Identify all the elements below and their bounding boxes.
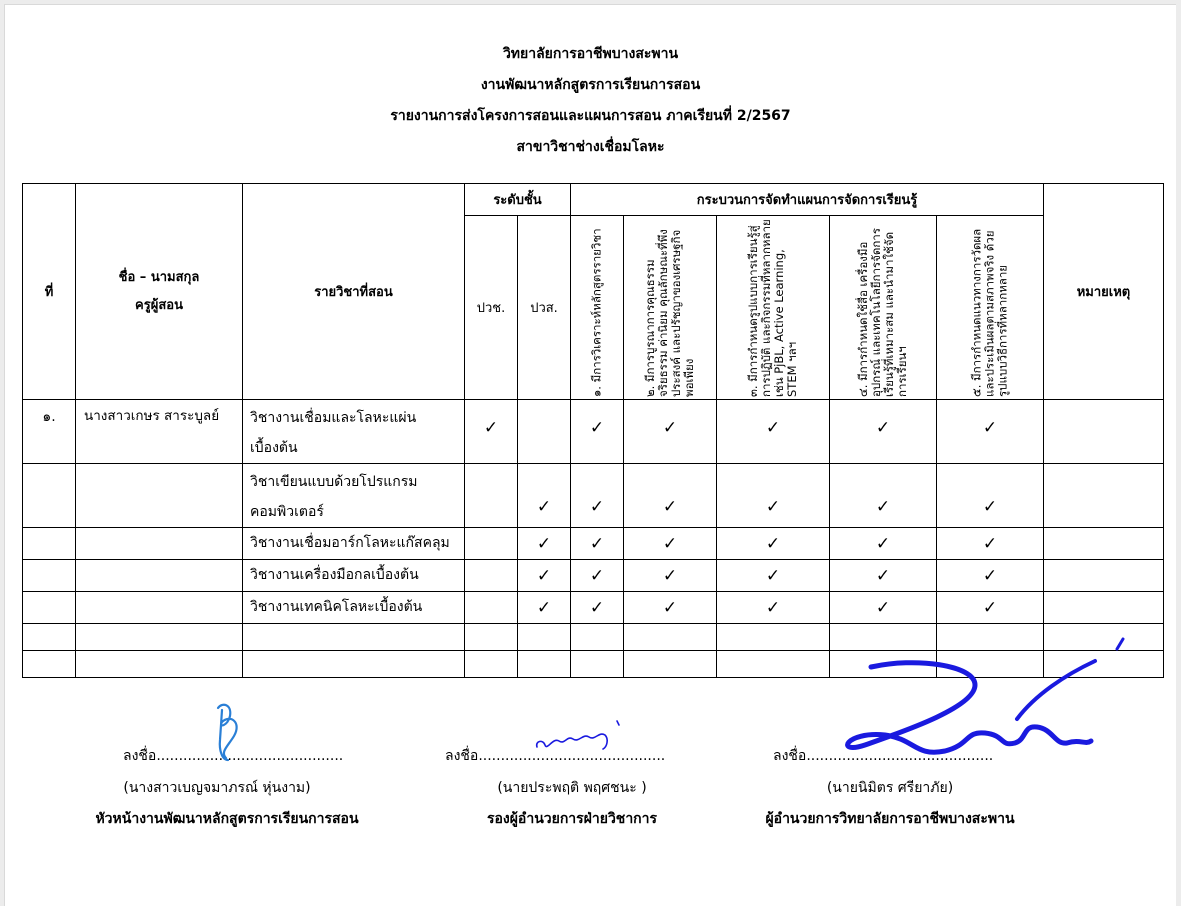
header-level-high-vocational: ปวส. xyxy=(518,216,571,400)
check-mark: ✓ xyxy=(518,560,571,592)
signature-3-image xyxy=(805,635,1135,765)
header-process-2 xyxy=(624,216,717,400)
subject-line1: วิชางานเชื่อมและโลหะแผ่น xyxy=(250,410,417,426)
subject-cell xyxy=(243,528,465,560)
header-name-line2: ครูผู้สอน xyxy=(135,297,183,313)
check-mark: ✓ xyxy=(571,528,624,560)
remark-cell xyxy=(1044,464,1164,528)
subject-line2: เบื้องต้น xyxy=(250,440,298,456)
table-row xyxy=(23,464,1164,528)
report-title: รายงานการส่งโครงการสอนและแผนการสอน ภาคเรียนที่ 2/2567 xyxy=(390,108,791,124)
table-row xyxy=(23,400,1164,464)
teacher-name xyxy=(76,592,243,624)
teacher-name xyxy=(76,560,243,592)
subject-line1: วิชาเขียนแบบด้วยโปรแกรม xyxy=(250,474,418,490)
header-process-4 xyxy=(830,216,937,400)
college-name: วิทยาลัยการอาชีพบางสะพาน xyxy=(502,46,679,62)
row-number xyxy=(23,560,76,592)
check-mark: ✓ xyxy=(830,464,937,528)
header-name-line1: ชื่อ – นามสกุล xyxy=(118,269,200,285)
check-mark: ✓ xyxy=(571,464,624,528)
submission-table xyxy=(22,183,1164,678)
document-page xyxy=(4,4,1176,906)
check-mark: ✓ xyxy=(624,528,717,560)
check-mark: ✓ xyxy=(571,400,624,464)
subject-cell xyxy=(243,560,465,592)
remark-cell xyxy=(1044,592,1164,624)
check-mark: ✓ xyxy=(624,560,717,592)
check-mark: ✓ xyxy=(937,464,1044,528)
signature-line-1: ลงชื่อ.......................................... xyxy=(123,748,344,764)
process-3-text: ๓. มีการกำหนดรูปแบบการเรียนรู้สู่การปฏิบัติ และกิจกรรมที่หลากหลาย เช่น PjBL, Active Learning, STEM ฯลฯ xyxy=(746,218,799,397)
check-mark: ✓ xyxy=(937,592,1044,624)
check-mark: ✓ xyxy=(937,560,1044,592)
subject-cell xyxy=(243,464,465,528)
teacher-name xyxy=(76,528,243,560)
check-mark: ✓ xyxy=(830,528,937,560)
subject-line1: วิชางานเชื่อมอาร์กโลหะแก๊สคลุม xyxy=(250,535,450,551)
signer-3-title: ผู้อำนวยการวิทยาลัยการอาชีพบางสะพาน xyxy=(765,811,1015,827)
process-4-text: ๔. มีการกำหนดใช้สื่อ เครื่องมือ อุปกรณ์ และเทคโนโลยีการจัดการเรียนรู้ที่เหมาะสม และนำมาใช้จัดการเรียนฯ xyxy=(856,227,909,397)
signer-2-title: รองผู้อำนวยการฝ่ายวิชาการ xyxy=(486,811,658,827)
remark-cell xyxy=(1044,560,1164,592)
process-1-text: ๑. มีการวิเคราะห์หลักสูตรรายวิชา xyxy=(589,227,604,397)
teacher-name: นางสาวเกษร สาระบูลย์ xyxy=(76,400,243,464)
check-mark: ✓ xyxy=(518,464,571,528)
check-mark: ✓ xyxy=(717,560,830,592)
check-mark: ✓ xyxy=(717,464,830,528)
empty-cell xyxy=(465,560,518,592)
program-name: สาขาวิชาช่างเชื่อมโลหะ xyxy=(516,139,665,155)
department-name: งานพัฒนาหลักสูตรการเรียนการสอน xyxy=(480,77,701,93)
check-mark: ✓ xyxy=(465,400,518,464)
check-mark: ✓ xyxy=(717,592,830,624)
header-process-1 xyxy=(571,216,624,400)
check-mark: ✓ xyxy=(518,528,571,560)
row-number xyxy=(23,528,76,560)
check-mark: ✓ xyxy=(830,560,937,592)
empty-cell xyxy=(518,400,571,464)
row-number xyxy=(23,464,76,528)
check-mark: ✓ xyxy=(518,592,571,624)
empty-cell xyxy=(465,592,518,624)
table-row xyxy=(23,592,1164,624)
empty-cell xyxy=(465,464,518,528)
subject-line1: วิชางานเครื่องมือกลเบื้องต้น xyxy=(250,567,419,583)
header-no: ที่ xyxy=(23,184,76,400)
header-remark: หมายเหตุ xyxy=(1044,184,1164,400)
signature-1-image xyxy=(200,700,260,765)
signature-line-2: ลงชื่อ.......................................... xyxy=(445,748,666,764)
remark-cell xyxy=(1044,400,1164,464)
header-level-vocational: ปวช. xyxy=(465,216,518,400)
signer-1-name: (นางสาวเบญจมาภรณ์ หุ่นงาม) xyxy=(123,780,311,796)
check-mark: ✓ xyxy=(624,464,717,528)
header-teacher-name xyxy=(76,184,243,400)
subject-cell xyxy=(243,592,465,624)
row-number xyxy=(23,592,76,624)
process-5-text: ๕. มีการกำหนดแนวทางการวัดผลและประเมินผลตามสภาพจริง ด้วยรูปแบบวิธีการที่หลากหลาย xyxy=(969,228,1010,397)
check-mark: ✓ xyxy=(624,400,717,464)
process-2-text: ๒. มีการบูรณาการคุณธรรม จริยธรรม ค่านิยม คุณลักษณะที่พึงประสงค์ และปรัชญาของเศรษฐกิจพอเพียง xyxy=(643,228,696,397)
signature-line-3: ลงชื่อ.......................................... xyxy=(773,748,994,764)
check-mark: ✓ xyxy=(937,400,1044,464)
teacher-name xyxy=(76,464,243,528)
subject-cell xyxy=(243,400,465,464)
subject-line1: วิชางานเทคนิคโลหะเบื้องต้น xyxy=(250,599,423,615)
header-level: ระดับชั้น xyxy=(465,184,571,216)
table-row xyxy=(23,528,1164,560)
signer-1-title: หัวหน้างานพัฒนาหลักสูตรการเรียนการสอน xyxy=(95,811,359,827)
empty-cell xyxy=(465,528,518,560)
table-row xyxy=(23,560,1164,592)
header-process: กระบวนการจัดทำแผนการจัดการเรียนรู้ xyxy=(571,184,1044,216)
check-mark: ✓ xyxy=(830,400,937,464)
signature-2-image xyxy=(533,717,633,757)
header-process-5 xyxy=(937,216,1044,400)
check-mark: ✓ xyxy=(571,560,624,592)
header-process-3 xyxy=(717,216,830,400)
header-subject: รายวิชาที่สอน xyxy=(243,184,465,400)
subject-line2: คอมพิวเตอร์ xyxy=(250,504,324,520)
remark-cell xyxy=(1044,528,1164,560)
row-number: ๑. xyxy=(23,400,76,464)
check-mark: ✓ xyxy=(830,592,937,624)
check-mark: ✓ xyxy=(937,528,1044,560)
check-mark: ✓ xyxy=(624,592,717,624)
signer-2-name: (นายประพฤติ พฤศชนะ ) xyxy=(497,780,647,796)
check-mark: ✓ xyxy=(571,592,624,624)
signer-3-name: (นายนิมิตร ศรียาภัย) xyxy=(826,780,954,796)
check-mark: ✓ xyxy=(717,528,830,560)
check-mark: ✓ xyxy=(717,400,830,464)
